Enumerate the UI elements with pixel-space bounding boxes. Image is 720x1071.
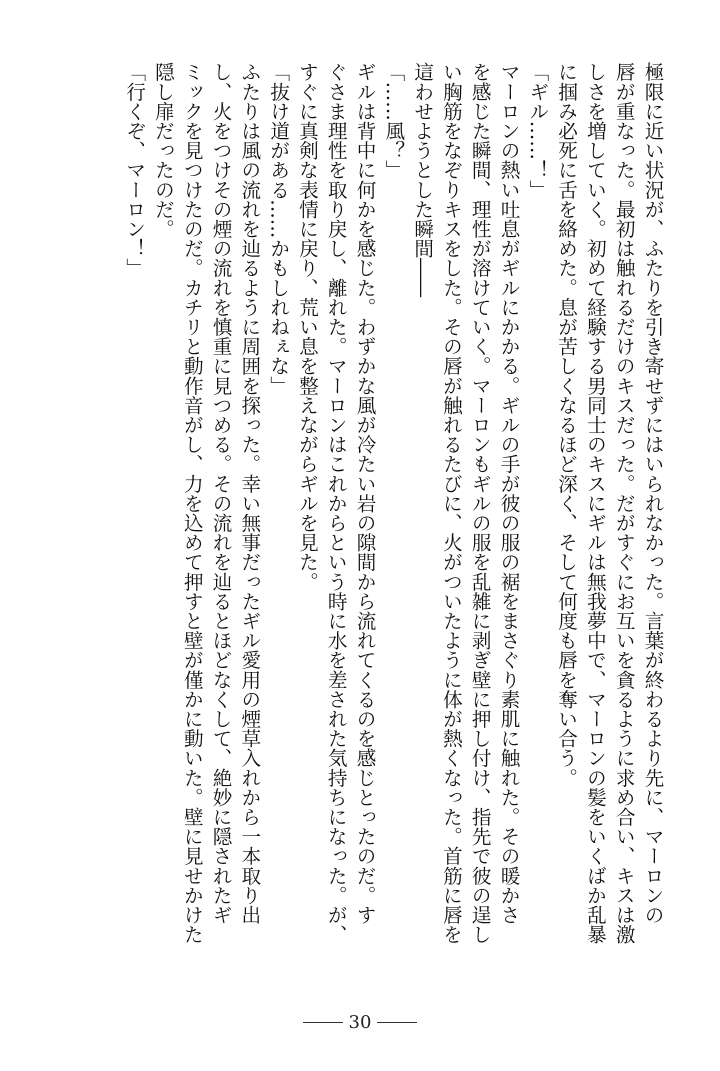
dialogue-lets-go: 「行くぞ、マーロン！」: [122, 62, 146, 278]
dialogue-wind: 「……風？」: [381, 62, 405, 180]
dialogue-escape-route: 「抜け道がある……かもしれねぇな」: [266, 62, 290, 396]
paragraph-4: ふたりは風の流れを辿るように周囲を探った。幸い無事だったギル愛用の煙草入れから一本取り出 し、火をつけその煙の流れを慎重に見つめる。その流れを辿るとほどなくして、絶妙に隠されたギ ミックを見つけたのだ。カチリと動作音がし、力を込めて押すと壁が僅かに動いた。壁に見せかけた 隠し扉だったのだ。: [151, 62, 261, 944]
right-rule: [377, 1022, 417, 1023]
paragraph-3: ギルは背中に何かを感じた。わずかな風が冷たい岩の隙間から流れてくるのを感じとったのだ。す ぐさま理性を取り戻し、離れた。マーロンはこれからという時に水を差された気持ちになった。が、 すぐに真剣な表情に戻り、荒い息を整えながらギルを見た。: [295, 62, 377, 944]
left-rule: [303, 1022, 343, 1023]
paragraph-2: マーロンの熱い吐息がギルにかかる。ギルの手が彼の服の裾をまさぐり素肌に触れた。その暖かさ を感じた瞬間、理性が溶けていく。マーロンもギルの服を乱雑に剥ぎ壁に押し付け、指先で彼の逞し い胸筋をなぞりキスをした。その唇が触れるたびに、火がついたように体が熱くなった。首筋に唇を 這わせようとした瞬間――: [410, 62, 521, 944]
page-number: 30: [348, 1012, 372, 1033]
vertical-text-body: [70, 62, 666, 982]
paragraph-1: 極限に近い状況が、ふたりを引き寄せずにはいられなかった。言葉が終わるより先に、マーロンの 唇が重なった。最初は触れるだけのキスだった。だがすぐにお互いを貪るように求め合い、キスは激 しさを増していく。初めて経験する男同士のキスにギルは無我夢中で、マーロンの髪をいくばか乱暴 に掴み必死に舌を絡めた。息が苦しくなるほど深く、そして何度も唇を奪い合う。: [554, 62, 664, 944]
page-number-footer: [0, 1009, 720, 1037]
dialogue-gil: 「ギル……！」: [525, 62, 549, 200]
